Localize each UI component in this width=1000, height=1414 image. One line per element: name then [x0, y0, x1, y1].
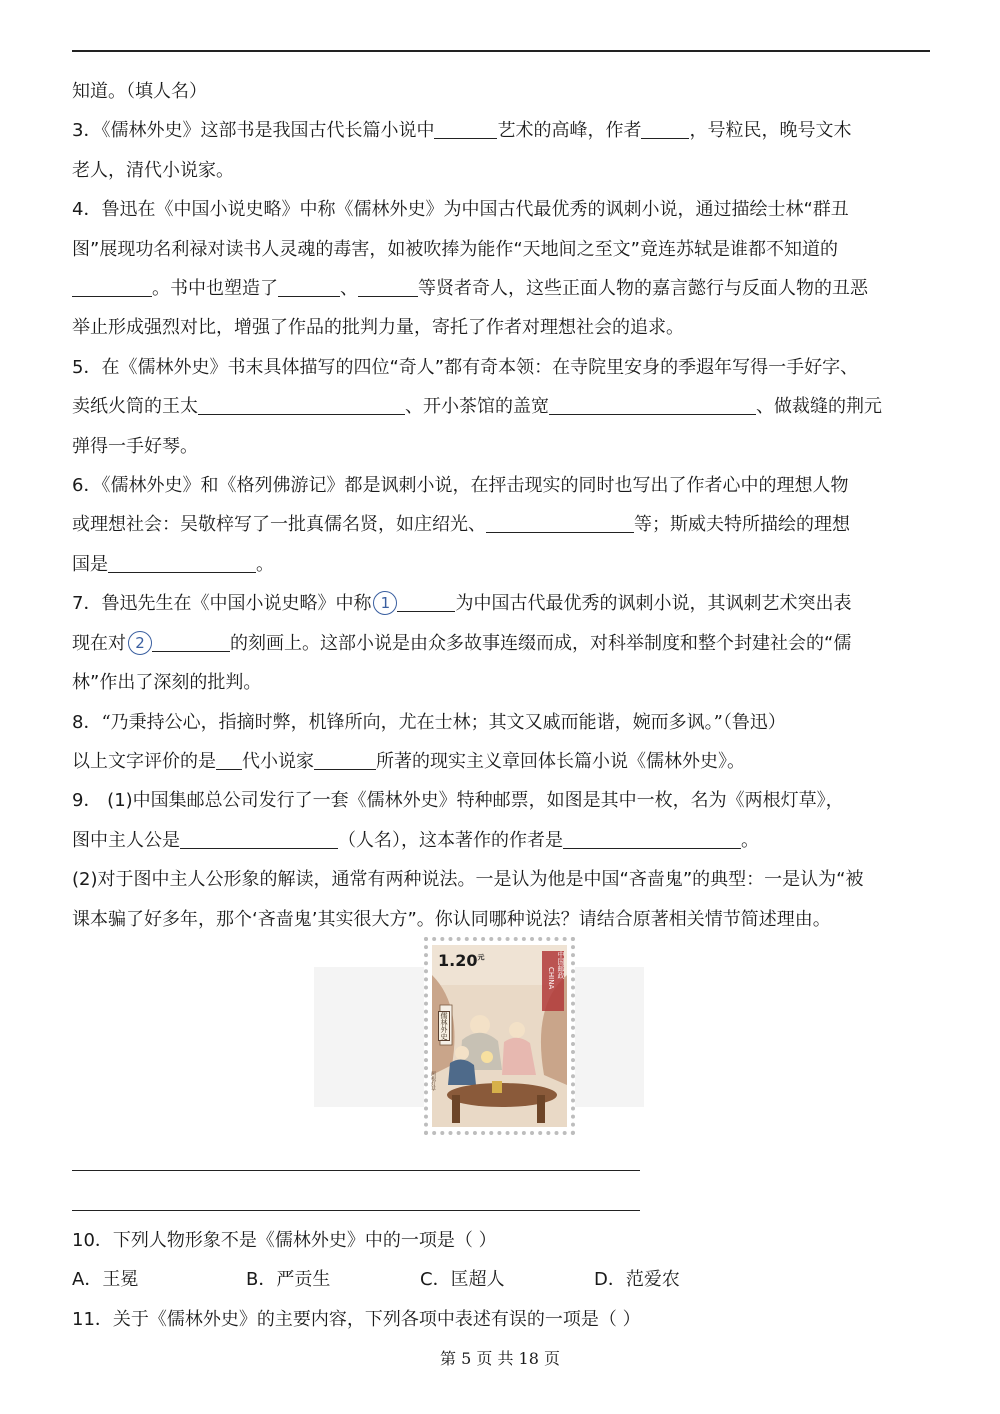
q5-blank-2[interactable] — [549, 392, 756, 415]
question-9-line-2: 图中主人公是 （人名），这本著作的作者是 。 — [72, 821, 934, 860]
q3-blank-1[interactable] — [434, 116, 497, 139]
lu-xun-quote: “乃秉持公心，指摘时弊，机锋所向，尤在士林；其文又戚而能谐，婉而多讽。”（鲁迅） — [101, 711, 786, 733]
prev-question-tail: 知道。（填人名） — [72, 81, 207, 102]
question-7-line-3: 林”作出了深刻的批判。 — [72, 672, 262, 694]
option-a[interactable]: A．王冕 — [72, 1269, 139, 1291]
q8-blank-2[interactable] — [314, 747, 376, 770]
question-6-line-1: 6．《儒林外史》和《格列佛游记》都是讽刺小说，在抨击现实的同时也写出了作者心中的理想人物 — [72, 475, 849, 497]
page-footer: 第 5 页 共 18 页 — [440, 1349, 560, 1368]
stamp-caption: 两根灯草 — [430, 1071, 436, 1091]
q9-blank-1[interactable] — [180, 826, 338, 849]
question-5-line-2: 卖纸火筒的王太 、开小茶馆的盖宽 、做裁缝的荆元 — [72, 387, 934, 426]
question-5-line-3: 弹得一手好琴。 — [72, 435, 198, 457]
question-11-stem: 11．关于《儒林外史》的主要内容，下列各项中表述有误的一项是（ ） — [72, 1308, 641, 1330]
question-9-line-4: 课本骗了好多年，那个‘吝啬鬼’其实很大方”。你认同哪种说法？请结合原著相关情节简述理由。 — [72, 908, 831, 930]
question-10-stem: 10．下列人物形象不是《儒林外史》中的一项是（ ） — [72, 1230, 497, 1251]
q5-blank-1[interactable] — [198, 392, 405, 415]
question-3-line-2: 老人，清代小说家。 — [72, 159, 234, 181]
q8-blank-1[interactable] — [216, 747, 242, 770]
stamp-series: 儒林外史 — [440, 1012, 448, 1040]
answer-line-1[interactable] — [72, 1170, 640, 1171]
question-6-line-3: 国是 。 — [72, 545, 934, 584]
q7-blank-1[interactable] — [397, 589, 455, 612]
stamp-value: $1.20^元$ — [438, 951, 485, 970]
question-4-line-2: 图”展现功名利禄对读书人灵魂的毒害，如被吹捧为能作“天地间之至文”竟连苏轼是谁都不知道的 — [72, 238, 838, 260]
circled-number-1: 1 — [373, 591, 397, 615]
q4-blank-2[interactable] — [278, 274, 340, 297]
question-10-options — [72, 1260, 934, 1299]
q6-blank-2[interactable] — [108, 550, 256, 573]
question-4-line-4: 举止形成强烈对比，增强了作品的批判力量，寄托了作者对理想社会的追求。 — [72, 317, 684, 339]
q7-blank-2[interactable] — [152, 629, 230, 652]
header-rule — [72, 50, 930, 52]
question-content-bottom — [72, 1221, 934, 1339]
stamp-country: CHINA — [547, 967, 555, 990]
option-d[interactable]: D．范爱农 — [594, 1269, 680, 1291]
stamp-figure — [424, 937, 575, 1135]
postage-stamp — [424, 937, 575, 1135]
q6-blank-1[interactable] — [486, 510, 634, 533]
option-b[interactable]: B．严贡生 — [246, 1269, 331, 1291]
q3-blank-2[interactable] — [641, 116, 689, 139]
question-6-line-2: 或理想社会：吴敬梓写了一批真儒名贤，如庄绍光、 等；斯威夫特所描绘的理想 — [72, 505, 934, 544]
question-4-line-3: 。书中也塑造了 、 等贤者奇人，这些正面人物的嘉言懿行与反面人物的丑恶 — [72, 269, 934, 308]
question-8-line-1: 8．“乃秉持公心，指摘时弊，机锋所向，尤在士林；其文又戚而能谐，婉而多讽。”（鲁迅） — [72, 711, 786, 733]
answer-line-2[interactable] — [72, 1210, 640, 1211]
question-7-line-1: 7．鲁迅先生在《中国小说史略》中称 1 为中国古代最优秀的讽刺小说，其讽刺艺术突出表 — [72, 584, 934, 623]
question-8-line-2: 以上文字评价的是 代小说家 所著的现实主义章回体长篇小说《儒林外史》。 — [72, 742, 934, 781]
question-3-line-1: 3．《儒林外史》这部书是我国古代长篇小说中 艺术的高峰，作者 ，号粒民，晚号文木 — [72, 111, 934, 150]
q4-blank-3[interactable] — [358, 274, 418, 297]
question-9-line-1: 9． (1)中国集邮总公司发行了一套《儒林外史》特种邮票，如图是其中一枚，名为《两根灯草》， — [72, 790, 844, 812]
question-9-line-3: (2)对于图中主人公形象的解读，通常有两种说法。一是认为他是中国“吝啬鬼”的典型：一是认为“被 — [72, 869, 864, 891]
q9-blank-2[interactable] — [563, 826, 741, 849]
question-content — [72, 72, 934, 939]
stamp-post: 中国邮政 — [557, 951, 565, 979]
circled-number-2: 2 — [128, 631, 152, 655]
option-c[interactable]: C．匡超人 — [420, 1269, 505, 1291]
question-7-line-2: 现在对 2 的刻画上。这部小说是由众多故事连缀而成，对科举制度和整个封建社会的“儒 — [72, 624, 934, 663]
question-5-line-1: 5．在《儒林外史》书末具体描写的四位“奇人”都有奇本领：在寺院里安身的季遐年写得一手好字、 — [72, 356, 859, 378]
question-4-line-1: 4．鲁迅在《中国小说史略》中称《儒林外史》为中国古代最优秀的讽刺小说，通过描绘士林“群丑 — [72, 199, 849, 221]
q4-blank-1[interactable] — [72, 274, 152, 297]
